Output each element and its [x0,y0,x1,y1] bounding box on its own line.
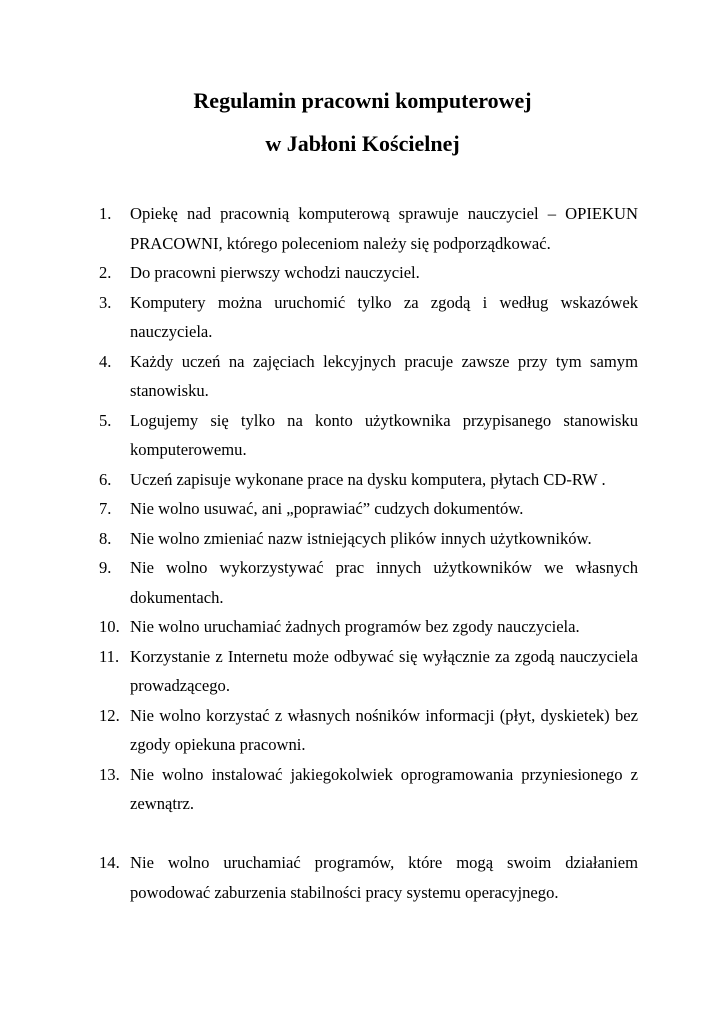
rule-text: Logujemy się tylko na konto użytkownika przypisanego stanowisku komputerowemu. [130,410,638,459]
rule-item [99,553,638,612]
rule-text: Nie wolno instalować jakiegokolwiek oprogramowania przyniesionego z zewnątrz. [130,764,638,813]
rule-text: Komputery można uruchomić tylko za zgodą i według wskazówek nauczyciela. [130,292,638,341]
rule-number: 10. [99,617,120,636]
rule-item [99,642,638,701]
rule-number: 3. [99,292,112,312]
rule-number: 11. [99,646,120,666]
rule-text: Każdy uczeń na zajęciach lekcyjnych pracuje zawsze przy tym samym stanowisku. [130,351,638,400]
rule-number: 12. [99,705,120,725]
rule-text: Nie wolno usuwać, ani „poprawiać” cudzych dokumentów. [130,499,524,518]
rule-text: Nie wolno uruchamiać programów, które mogą swoim działaniem powodować zaburzenia stabilności pracy systemu operacyjnego. [130,853,638,902]
rule-number: 6. [99,469,112,489]
rule-number: 13. [99,764,120,784]
document-subtitle: w Jabłoni Kościelnej [265,131,460,156]
rule-text: Nie wolno uruchamiać żadnych programów bez zgody nauczyciela. [130,617,580,636]
rules-list [99,199,638,907]
rule-text: Nie wolno korzystać z własnych nośników informacji (płyt, dyskietek) bez zgody opiekuna pracowni. [130,705,638,754]
rule-text: Do pracowni pierwszy wchodzi nauczyciel. [130,263,420,282]
rule-item [99,524,638,554]
rule-item [99,701,638,760]
rule-text: Korzystanie z Internetu może odbywać się wyłącznie za zgodą nauczyciela prowadzącego. [130,646,638,695]
rule-text: Uczeń zapisuje wykonane prace na dysku komputera, płytach CD-RW . [130,469,606,489]
rule-item [99,760,638,819]
rule-item [99,612,638,642]
rule-item [99,258,638,288]
rule-number: 9. [99,558,112,577]
rule-text: Nie wolno wykorzystywać prac innych użytkowników we własnych dokumentach. [130,558,638,607]
rule-number: 1. [99,204,112,223]
rule-text: Opiekę nad pracownią komputerową sprawuje nauczyciel – OPIEKUN PRACOWNI, którego poleceniom należy się podporządkować. [130,204,638,253]
rule-number: 14. [99,853,120,872]
rule-item [99,347,638,406]
rule-item [99,848,638,907]
rule-item [99,199,638,258]
rule-item [99,494,638,524]
rule-item [99,406,638,465]
rule-item [99,288,638,347]
rule-number: 7. [99,499,112,518]
rule-number: 4. [99,351,112,371]
rule-number: 2. [99,263,112,282]
rule-number: 5. [99,410,112,430]
rule-item [99,465,638,495]
document-title: Regulamin pracowni komputerowej [193,88,532,113]
rule-text: Nie wolno zmieniać nazw istniejących plików innych użytkowników. [130,528,592,548]
rule-number: 8. [99,528,112,548]
